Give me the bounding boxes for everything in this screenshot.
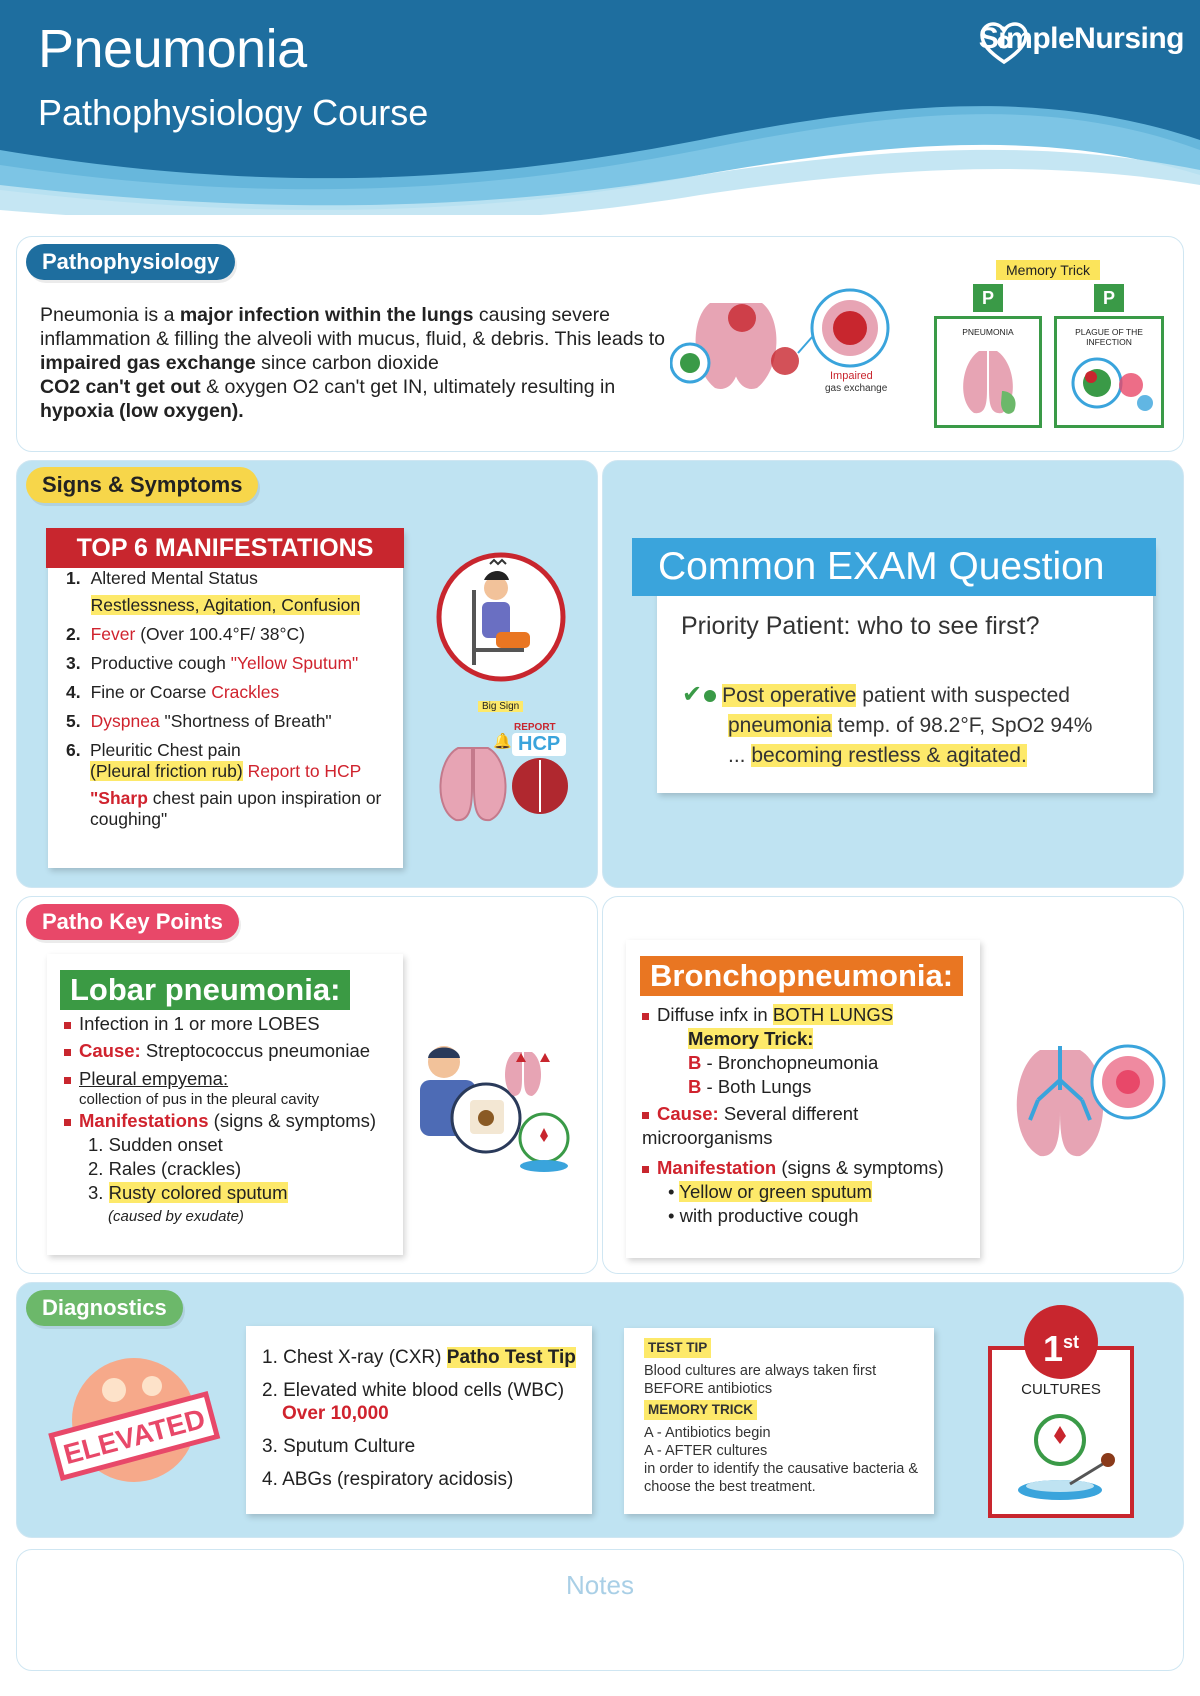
stethoscope-heart-icon bbox=[979, 22, 1029, 66]
lobar-points bbox=[64, 1012, 404, 1229]
diag-highlight: Patho Test Tip bbox=[446, 1347, 576, 1368]
item-number: 3. bbox=[88, 1182, 104, 1203]
bronchopneumonia-lungs-illustration bbox=[1000, 1040, 1170, 1170]
item-text: Pleuritic Chest pain bbox=[90, 740, 241, 760]
diag-text: 3. Sputum Culture bbox=[262, 1436, 416, 1457]
point-red-text: Manifestations bbox=[79, 1110, 209, 1131]
alveoli-illustration bbox=[670, 283, 910, 423]
list-item bbox=[64, 1039, 404, 1063]
item-number: 4. bbox=[66, 682, 81, 702]
text-part: since carbon dioxide bbox=[255, 352, 439, 374]
list-item bbox=[642, 1156, 982, 1180]
item-red-text: Fever bbox=[90, 624, 136, 644]
memory-text: - Both Lungs bbox=[701, 1076, 812, 1097]
pathophysiology-label: Pathophysiology bbox=[26, 244, 235, 280]
point-red-text: Manifestation bbox=[657, 1157, 777, 1178]
diagnostic-list bbox=[262, 1346, 592, 1501]
item-red-text: Crackles bbox=[211, 682, 280, 702]
item-text: Altered Mental Status bbox=[90, 568, 258, 588]
text-bold: CO2 can't get out bbox=[40, 376, 201, 398]
point-text: Infection in 1 or more LOBES bbox=[79, 1013, 320, 1034]
manifestation-item bbox=[64, 1181, 404, 1205]
memory-trick-label: Memory Trick: bbox=[688, 1028, 814, 1049]
memory-line bbox=[642, 1075, 982, 1099]
big-sign-label: Big Sign bbox=[478, 701, 523, 712]
item-text: (Over 100.4°F/ 38°C) bbox=[135, 624, 305, 644]
item-red-text: "Sharp bbox=[90, 788, 148, 808]
diag-text: 2. Elevated white blood cells (WBC) bbox=[262, 1380, 565, 1401]
lungs-icon bbox=[939, 341, 1039, 421]
keypoints-label: Patho Key Points bbox=[26, 904, 239, 940]
item-subtext: Restlessness, Agitation, Confusion bbox=[90, 595, 361, 615]
memory-trick-label: MEMORY TRICK bbox=[644, 1400, 757, 1420]
coughing-patient-illustration bbox=[414, 1040, 584, 1174]
item-number: 5. bbox=[66, 711, 81, 731]
item-number: 1. bbox=[66, 568, 81, 588]
point-highlight: Yellow or green sputum bbox=[679, 1181, 872, 1202]
list-item bbox=[66, 682, 406, 703]
impaired-label: Impaired bbox=[830, 370, 873, 382]
memory-trick-label: Memory Trick bbox=[996, 260, 1100, 280]
point-text: Pleural empyema: bbox=[79, 1068, 229, 1089]
list-item bbox=[64, 1012, 404, 1036]
answer-highlight: Post operative bbox=[722, 684, 857, 707]
dot-icon bbox=[704, 690, 716, 702]
report-label: REPORT bbox=[514, 722, 556, 733]
top6-title: TOP 6 MANIFESTATIONS bbox=[46, 528, 404, 568]
test-tip bbox=[644, 1336, 924, 1496]
p-badge-2: P bbox=[1094, 284, 1124, 312]
diag-text: 4. ABGs (respiratory acidosis) bbox=[262, 1469, 514, 1490]
memory-text: - Bronchopneumonia bbox=[701, 1052, 879, 1073]
memory-line: A - AFTER cultures bbox=[644, 1443, 768, 1459]
item-red-text: Report to HCP bbox=[242, 761, 362, 781]
diagnostics-label: Diagnostics bbox=[26, 1290, 183, 1326]
confused-patient-illustration bbox=[434, 550, 568, 684]
text-bold: major infection within the lungs bbox=[179, 304, 474, 326]
broncho-title: Bronchopneumonia: bbox=[640, 956, 963, 996]
memory-letter: B bbox=[688, 1052, 702, 1073]
infection-icon bbox=[1059, 345, 1163, 425]
list-item: • Yellow or green sputum bbox=[668, 1181, 872, 1202]
page-title: Pneumonia bbox=[38, 19, 307, 79]
first-badge bbox=[1024, 1305, 1098, 1379]
answer-highlight: pneumonia bbox=[728, 714, 832, 737]
point-text: Streptococcus pneumoniae bbox=[140, 1040, 371, 1061]
manifestation-highlight: Rusty colored sputum bbox=[108, 1182, 288, 1203]
list-item bbox=[262, 1435, 592, 1458]
text-part: causing severe inflammation & filling the alveoli with mucus, fluid, & debris. This leads to bbox=[40, 304, 666, 350]
elevated-wbc-illustration bbox=[34, 1340, 234, 1490]
list-item bbox=[642, 1003, 982, 1027]
text-part: & oxygen O2 can't get IN, ultimately resulting in bbox=[200, 376, 616, 398]
list-item bbox=[642, 1102, 982, 1150]
memory-box-plague bbox=[1054, 316, 1164, 428]
memory-box-caption: PLAGUE OF THE INFECTION bbox=[1075, 327, 1143, 347]
list-item bbox=[66, 568, 406, 616]
brand-logo[interactable] bbox=[979, 22, 1184, 56]
bell-icon: 🔔 bbox=[493, 733, 512, 750]
memory-box-caption: PNEUMONIA bbox=[962, 327, 1014, 337]
point-red-text: Cause: bbox=[79, 1040, 141, 1061]
signs-label: Signs & Symptoms bbox=[26, 467, 258, 503]
exam-question: Priority Patient: who to see first? bbox=[681, 612, 1040, 640]
list-item bbox=[262, 1379, 592, 1425]
notes-label: Notes bbox=[566, 1570, 634, 1600]
text-bold: impaired gas exchange bbox=[40, 352, 256, 374]
manifestation-item: 2. Rales (crackles) bbox=[88, 1158, 242, 1179]
pathophysiology-description bbox=[40, 303, 680, 423]
header-banner bbox=[0, 0, 1200, 215]
item-subtext: chest pain upon inspiration or coughing" bbox=[90, 788, 382, 829]
list-item bbox=[64, 1109, 404, 1133]
point-text: Several different microorganisms bbox=[642, 1103, 859, 1148]
point-text: Diffuse infx in bbox=[657, 1004, 773, 1025]
test-tip-label: TEST TIP bbox=[644, 1338, 711, 1358]
point-text: (signs & symptoms) bbox=[776, 1157, 944, 1178]
item-number: 6. bbox=[66, 740, 81, 760]
exam-answer bbox=[682, 680, 1092, 771]
manifestation-item: 1. Sudden onset bbox=[88, 1134, 223, 1155]
answer-text: ... bbox=[728, 744, 752, 767]
point-subtext: collection of pus in the pleural cavity bbox=[79, 1091, 320, 1108]
answer-text: patient with suspected bbox=[856, 684, 1070, 707]
item-text: "Shortness of Breath" bbox=[159, 711, 332, 731]
check-icon: ✔ bbox=[682, 681, 703, 708]
list-item bbox=[262, 1468, 592, 1491]
memory-line: A - Antibiotics begin bbox=[644, 1425, 771, 1441]
item-subtext: (Pleural friction rub) bbox=[90, 761, 243, 781]
point-highlight: BOTH LUNGS bbox=[772, 1004, 894, 1025]
point-text: with productive cough bbox=[679, 1205, 859, 1226]
page-subtitle: Pathophysiology Course bbox=[38, 92, 429, 133]
point-red-text: Cause: bbox=[657, 1103, 719, 1124]
memory-letter: B bbox=[688, 1076, 702, 1097]
exam-title: Common EXAM Question bbox=[632, 538, 1156, 596]
text-bold: hypoxia (low oxygen). bbox=[40, 400, 244, 422]
notes-panel[interactable] bbox=[16, 1549, 1184, 1671]
first-number: 1 bbox=[1042, 1328, 1063, 1369]
answer-text: temp. of 98.2°F, SpO2 94% bbox=[831, 714, 1093, 737]
answer-highlight: becoming restless & agitated. bbox=[751, 744, 1027, 767]
brand-name: SimpleNursing bbox=[978, 22, 1184, 55]
text-part: Pneumonia is a bbox=[40, 304, 180, 326]
item-text: Productive cough bbox=[90, 653, 231, 673]
list-item bbox=[66, 740, 406, 830]
broncho-points bbox=[642, 1003, 982, 1228]
item-number: 2. bbox=[66, 624, 81, 644]
manifestation-subtext: (caused by exudate) bbox=[108, 1208, 244, 1225]
list-item bbox=[66, 653, 406, 674]
hcp-badge: HCP bbox=[512, 733, 566, 756]
list-item bbox=[262, 1346, 592, 1369]
memory-line: in order to identify the causative bacteria & choose the best treatment. bbox=[644, 1461, 919, 1495]
item-text: Fine or Coarse bbox=[90, 682, 212, 702]
memory-box-pneumonia bbox=[934, 316, 1042, 428]
point-text: (signs & symptoms) bbox=[208, 1110, 377, 1131]
elevated-stamp: ELEVATED bbox=[60, 1402, 209, 1471]
item-number: 3. bbox=[66, 653, 81, 673]
memory-line bbox=[642, 1051, 982, 1075]
item-red-text: "Yellow Sputum" bbox=[230, 653, 359, 673]
cultures-label: CULTURES bbox=[1021, 1381, 1101, 1398]
item-red-text: Dyspnea bbox=[90, 711, 160, 731]
diag-text: 1. Chest X-ray (CXR) bbox=[262, 1347, 447, 1368]
top6-list bbox=[66, 568, 406, 838]
memory-trick bbox=[642, 1027, 982, 1051]
gas-exchange-label: gas exchange bbox=[825, 383, 888, 394]
list-item bbox=[66, 624, 406, 645]
lobar-title: Lobar pneumonia: bbox=[60, 970, 350, 1010]
pleural-lungs-illustration bbox=[428, 740, 578, 826]
tip-text: Blood cultures are always taken first BEFORE antibiotics bbox=[644, 1363, 877, 1397]
list-item: • with productive cough bbox=[668, 1205, 859, 1226]
culture-dish-icon bbox=[1010, 1406, 1120, 1510]
first-suffix: st bbox=[1063, 1332, 1080, 1352]
list-item bbox=[66, 711, 406, 732]
diag-red-text: Over 10,000 bbox=[282, 1403, 389, 1424]
list-item bbox=[64, 1067, 404, 1091]
p-badge-1: P bbox=[973, 284, 1003, 312]
